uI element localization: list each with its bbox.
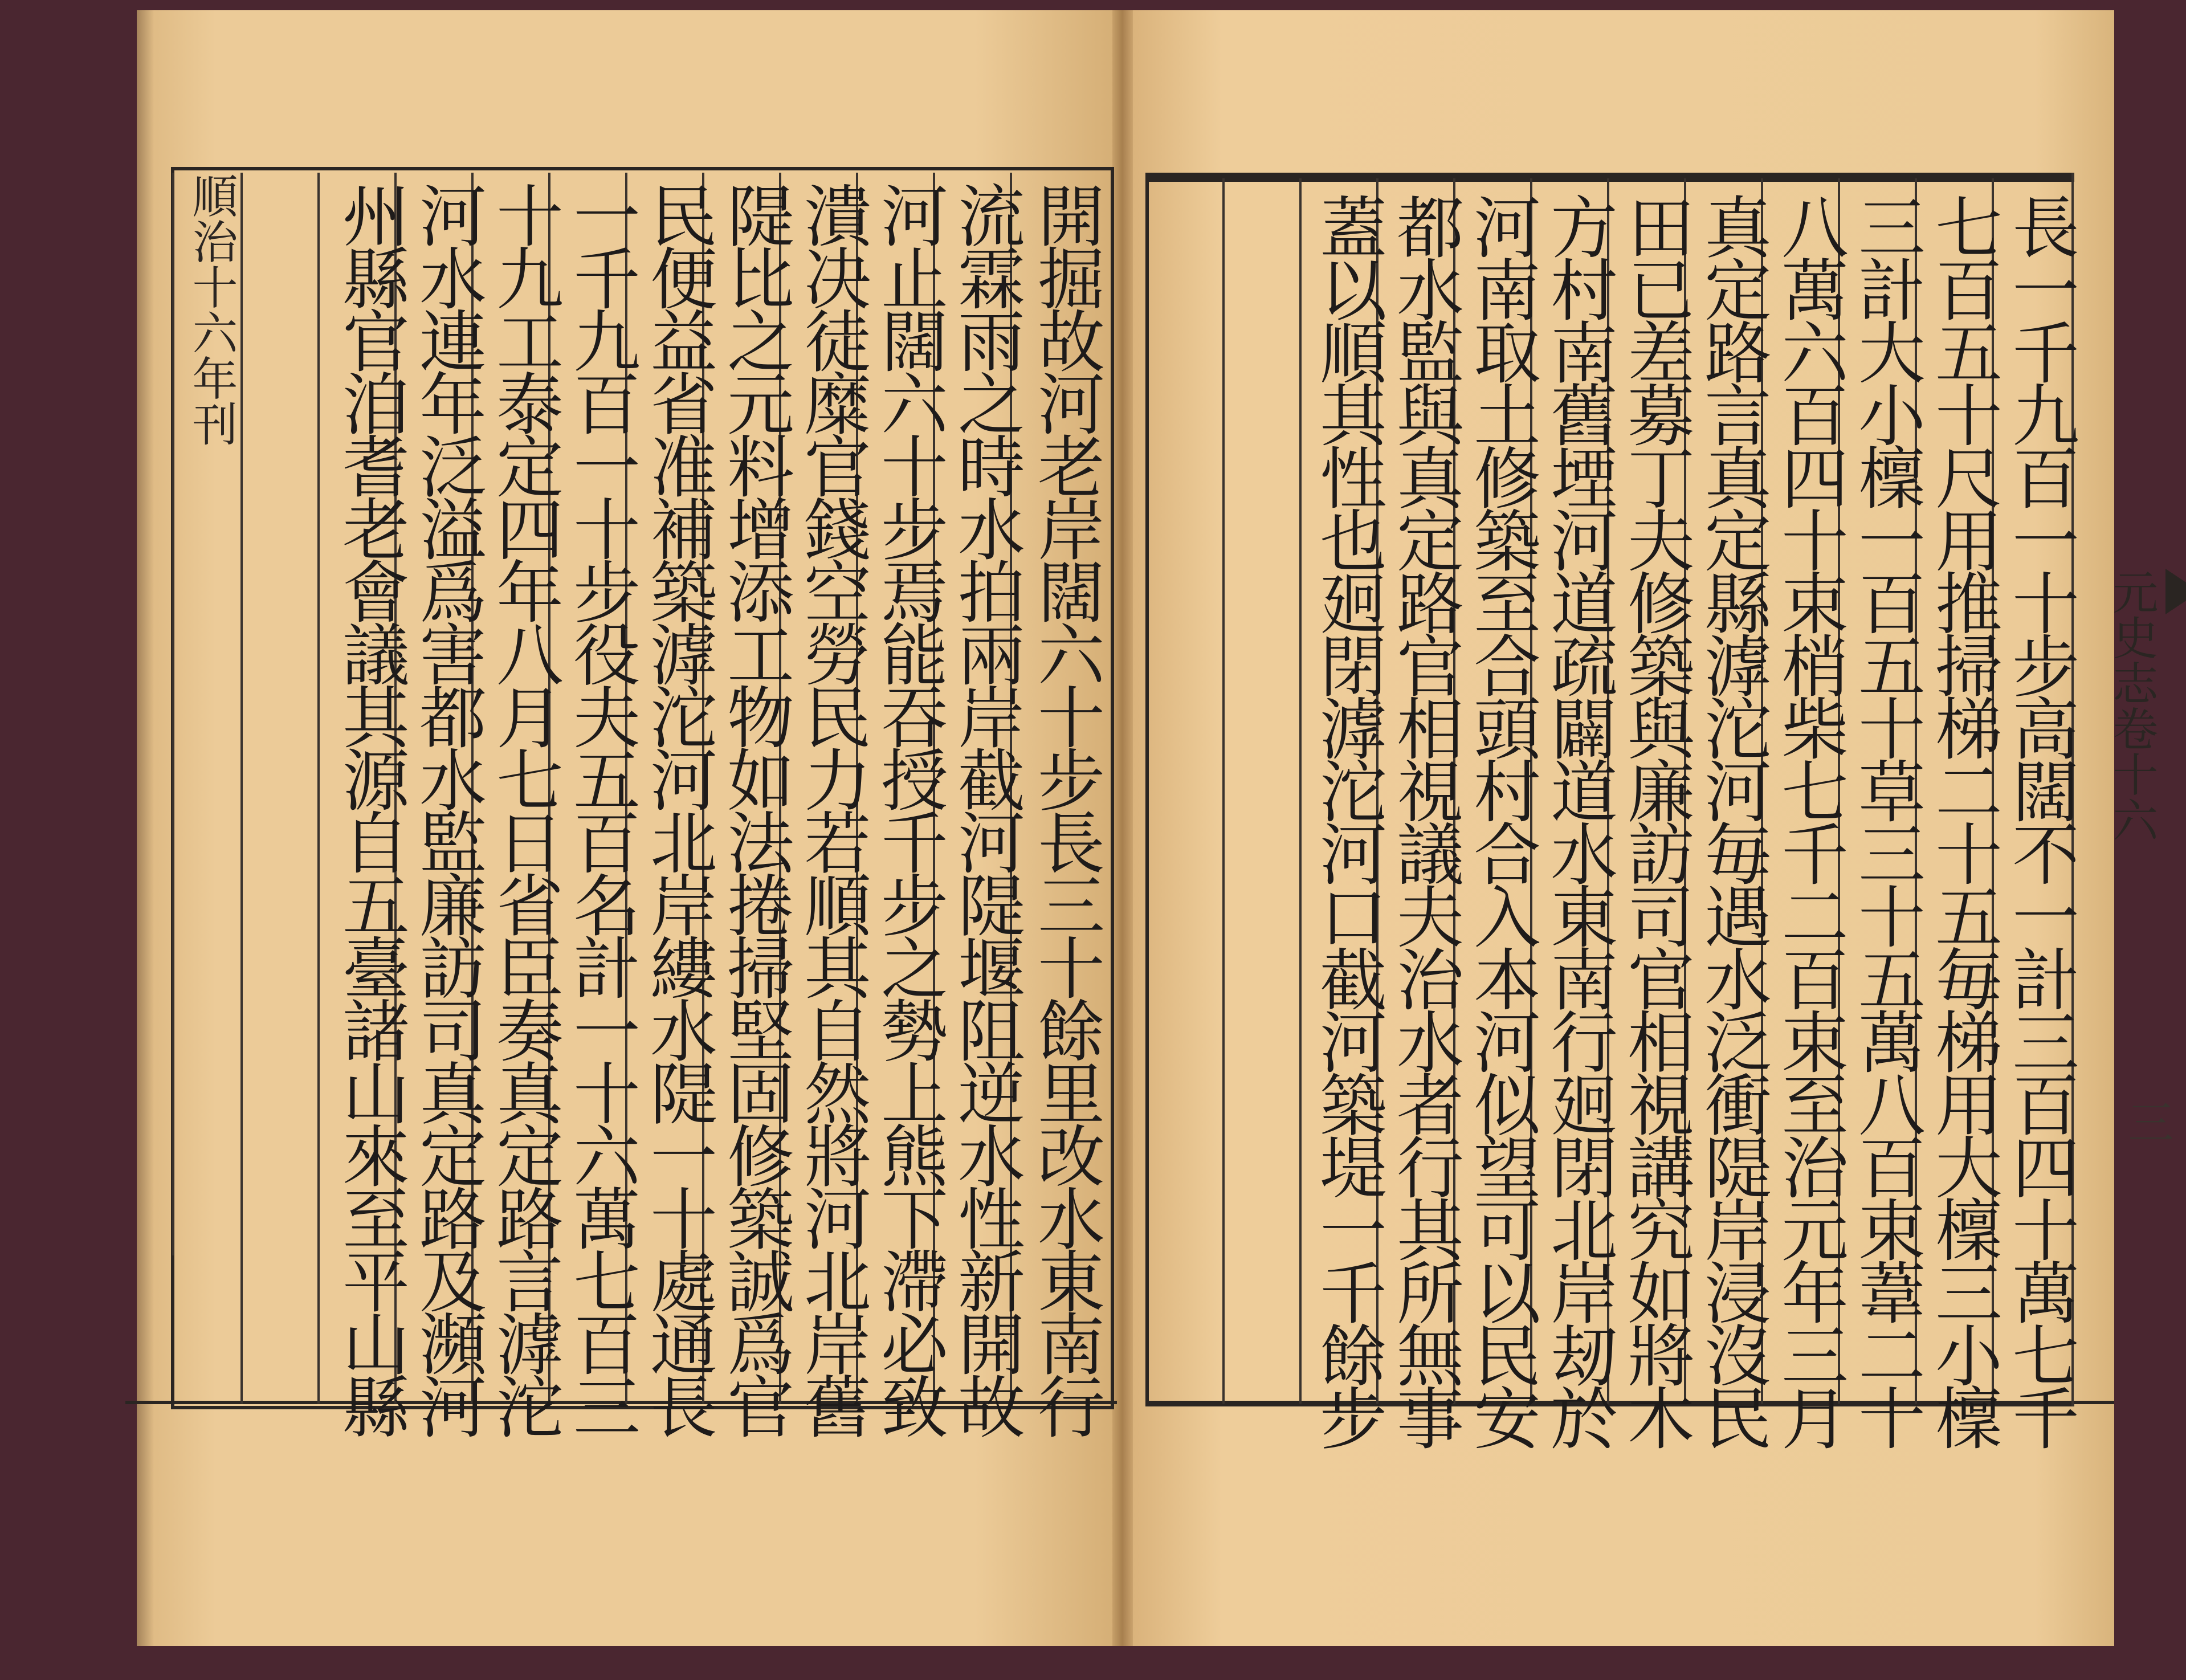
text-column: 河水連年泛溢爲害都水監廉訪司真定路及瀕河: [408, 181, 487, 1435]
text-column: 一千九百一十步役夫五百名計一十六萬七百三: [562, 181, 641, 1435]
text-column: 民便益省准補築滹沱河北岸縷水隄一十處通長: [639, 181, 717, 1435]
right-folio: 三: [2120, 1099, 2173, 1144]
text-column: 長一千九百一十步高闊不一計三百四十萬七千: [2001, 193, 2079, 1446]
text-column: 七百五十尺用推掃梯二十五毎梯用大檁三小檁: [1924, 193, 2003, 1446]
book-spread: [137, 10, 2173, 1646]
text-column: 流霖雨之時水拍兩岸截河隄堰阻逆水性新開故: [947, 181, 1025, 1435]
text-column: 潰决徒糜官錢空勞民力若順其自然將河北岸舊: [793, 181, 871, 1435]
text-column: 蓋以順其性也㢠閉滹沱河口截河築堤一千餘步: [1308, 193, 1387, 1446]
column-rule: [317, 173, 320, 1404]
text-column: 河止闊六十步焉能吞授千步之勢上熊下滯必致: [870, 181, 948, 1435]
text-column: 河南取土修築至合頭村合入本河似望可以民安: [1462, 193, 1541, 1446]
text-column: 真定路言真定縣滹沱河毎遇水泛衝隄岸浸沒民: [1693, 193, 1772, 1446]
text-column: 田已差募丁夫修築與廉訪司官相視講究如將木: [1616, 193, 1695, 1446]
text-column: 十九工泰定四年八月七日省臣奏真定路言滹沱: [485, 181, 564, 1435]
column-rule: [240, 173, 243, 1404]
fish-tail-mark: [2165, 569, 2186, 614]
text-column: 方村南舊堙河道疏闢道水東南行㢠閉北岸刼於: [1539, 193, 1618, 1446]
text-column: 隄比之元料增添工物如法捲掃堅固修築誠爲官: [716, 181, 794, 1435]
text-column: 三計大小檁一百五十草三十五萬八百束葦二十: [1847, 193, 1926, 1446]
margin-title: 順治十六年刊: [172, 173, 242, 1255]
text-column: 都水監與真定路官相視議夫治水者行其所無事: [1385, 193, 1464, 1446]
edge-title: 元史志卷十六: [2105, 569, 2158, 842]
column-rule: [1222, 178, 1225, 1404]
column-rule: [1299, 178, 1302, 1404]
text-column: 開掘故河老岸闊六十步長三十餘里改水東南行: [1026, 181, 1105, 1435]
text-column: 八萬六百四十束梢柴七千二百束至治元年三月: [1770, 193, 1849, 1446]
text-column: 州縣官洎耆老會議其源自五臺諸山來至平山縣: [331, 181, 410, 1435]
